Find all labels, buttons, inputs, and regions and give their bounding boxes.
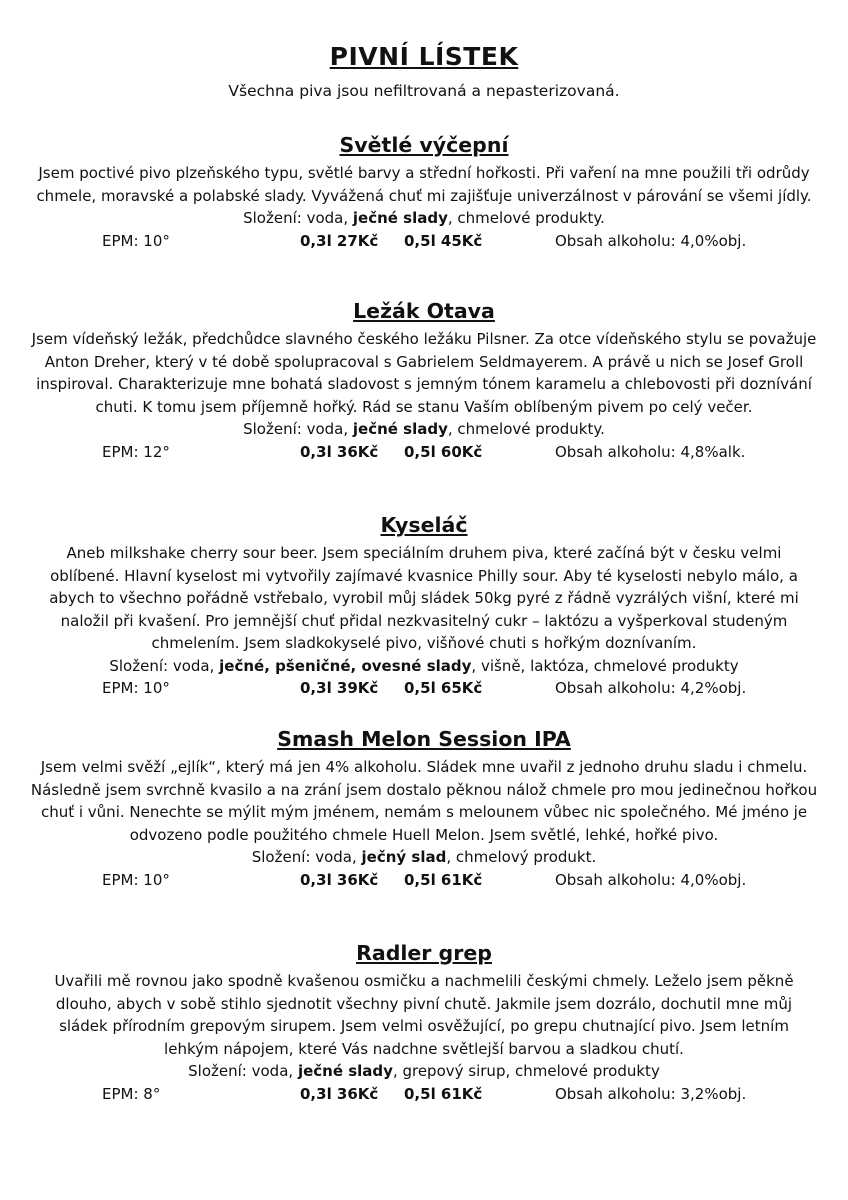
beer-epm: EPM: 8° — [102, 1084, 161, 1103]
composition-prefix: Složení: voda, — [251, 848, 362, 866]
beer-composition — [30, 207, 818, 230]
beer-name: Ležák Otava — [353, 299, 495, 323]
beer-name: Radler grep — [356, 941, 492, 965]
beer-name: Světlé výčepní — [339, 133, 509, 157]
composition-malts: ječné slady — [352, 420, 448, 438]
beer-specs — [30, 230, 818, 252]
composition-suffix: , višně, laktóza, chmelové produkty — [471, 656, 739, 675]
page-title: PIVNÍ LÍSTEK — [329, 42, 519, 71]
beer-epm: EPM: 10° — [102, 231, 170, 250]
composition-prefix: Složení: voda, — [188, 1062, 298, 1080]
composition-malts: ječný slad — [361, 848, 447, 866]
beer-price-large: 0,5l 65Kč — [404, 679, 483, 697]
beer-price-large: 0,5l 45Kč — [404, 231, 483, 250]
beer-epm: EPM: 10° — [102, 679, 170, 697]
beer-item-radler-grep — [30, 940, 818, 1105]
beer-price-small: 0,3l 27Kč — [300, 231, 379, 250]
beer-name: Smash Melon Session IPA — [277, 727, 571, 751]
page-subtitle: Všechna piva jsou nefiltrovaná a nepasterizovaná. — [228, 82, 620, 100]
beer-description: Jsem vídeňský ležák, předchůdce slavného českého ležáku Pilsner. Za otce vídeňského stylu se považuje Anton Dreher, který v té době spolupracoval s Gabrielem Seldmayerem. A právě u nich se Josef Groll inspiroval. Charakterizuje mne bohatá sladovost s jemným tónem karamelu a chlebovosti při doznívání chuti. K tomu jsem příjemně hořký. Rád se stanu Vaším oblíbeným pivem po celý večer. — [31, 330, 817, 416]
composition-prefix: Složení: voda, — [243, 209, 353, 227]
beer-alcohol: Obsah alkoholu: 4,0%obj. — [555, 231, 747, 250]
beer-composition — [30, 846, 818, 869]
beer-specs — [30, 677, 818, 699]
composition-suffix: , chmelové produkty. — [447, 420, 605, 438]
beer-specs — [30, 1083, 818, 1105]
beer-alcohol: Obsah alkoholu: 4,8%alk. — [555, 442, 746, 461]
beer-description: Uvařili mě rovnou jako spodně kvašenou osmičku a nachmelili českými chmely. Leželo jsem pěkně dlouho, abych v sobě stihlo sjednotit všechny pivní chutě. Jakmile jsem dozrálo, dochutil mne můj sládek přírodním grepovým sirupem. Jsem velmi osvěžující, po grepu chutnající pivo. Jsem letním lehkým nápojem, které Vás nadchne světlejší barvou a sladkou chutí. — [54, 972, 794, 1058]
composition-suffix: , chmelové produkty. — [447, 209, 605, 227]
composition-malts: ječné slady — [352, 209, 448, 227]
beer-alcohol: Obsah alkoholu: 3,2%obj. — [555, 1084, 747, 1103]
beer-description: Jsem poctivé pivo plzeňského typu, světlé barvy a střední hořkosti. Při vaření na mne použili tři odrůdy chmele, moravské a polabské slady. Vyvážená chuť mi zajišťuje univerzálnost v párování se všemi jídly. — [36, 164, 812, 205]
beer-epm: EPM: 12° — [102, 442, 170, 461]
beer-specs — [30, 869, 818, 891]
beer-price-large: 0,5l 61Kč — [404, 870, 483, 889]
beer-item-kyselac — [30, 512, 818, 699]
beer-description: Aneb milkshake cherry sour beer. Jsem speciálním druhem piva, které začíná být v česku velmi oblíbené. Hlavní kyselost mi vytvořily zajímavé kvasnice Philly sour. Aby té kyselosti nebylo málo, a abych to všechno pořádně vstřebalo, vyrobil můj sládek 50kg pyré z řádně vyzrálých višní, které mi naložil při kvašení. Pro jemnější chuť přidal nezkvasitelný cukr – laktózu a vyšperkoval studeným chmelením. Jsem sladkokyselé pivo, višňové chuti s hořkým doznívaním. — [49, 544, 799, 652]
composition-suffix: , chmelový produkt. — [446, 848, 597, 866]
beer-epm: EPM: 10° — [102, 870, 170, 889]
beer-description: Jsem velmi svěží „ejlík“, který má jen 4% alkoholu. Sládek mne uvařil z jednoho druhu sladu i chmelu. Následně jsem svrchně kvasilo a na zrání jsem dostalo pěknou nálož chmele pro mou jedinečnou hořkou chuť i vůni. Nenechte se mýlit mým jménem, nemám s melounem vůbec nic společného. Mé jméno je odvozeno podle použitého chmele Huell Melon. Jsem světlé, lehké, hořké pivo. — [30, 758, 818, 844]
beer-price-large: 0,5l 60Kč — [404, 442, 483, 461]
beer-name: Kyseláč — [380, 513, 468, 537]
beer-specs — [30, 441, 818, 463]
beer-item-svetle-vycepni — [30, 132, 818, 252]
composition-suffix: , grepový sirup, chmelové produkty — [392, 1062, 660, 1080]
beer-alcohol: Obsah alkoholu: 4,0%obj. — [555, 870, 747, 889]
beer-price-small: 0,3l 39Kč — [300, 679, 379, 697]
beer-price-small: 0,3l 36Kč — [300, 442, 379, 461]
beer-alcohol: Obsah alkoholu: 4,2%obj. — [555, 679, 747, 697]
beer-item-smash-melon — [30, 726, 818, 891]
beer-price-small: 0,3l 36Kč — [300, 1084, 379, 1103]
beer-composition — [30, 655, 818, 678]
beer-item-lezak-otava — [30, 298, 818, 463]
composition-malts: ječné slady — [297, 1062, 393, 1080]
composition-malts: ječné, pšeničné, ovesné slady — [219, 656, 472, 675]
composition-prefix: Složení: voda, — [109, 656, 220, 675]
beer-composition — [30, 1060, 818, 1083]
beer-price-large: 0,5l 61Kč — [404, 1084, 483, 1103]
beer-price-small: 0,3l 36Kč — [300, 870, 379, 889]
composition-prefix: Složení: voda, — [243, 420, 353, 438]
beer-composition — [30, 418, 818, 441]
